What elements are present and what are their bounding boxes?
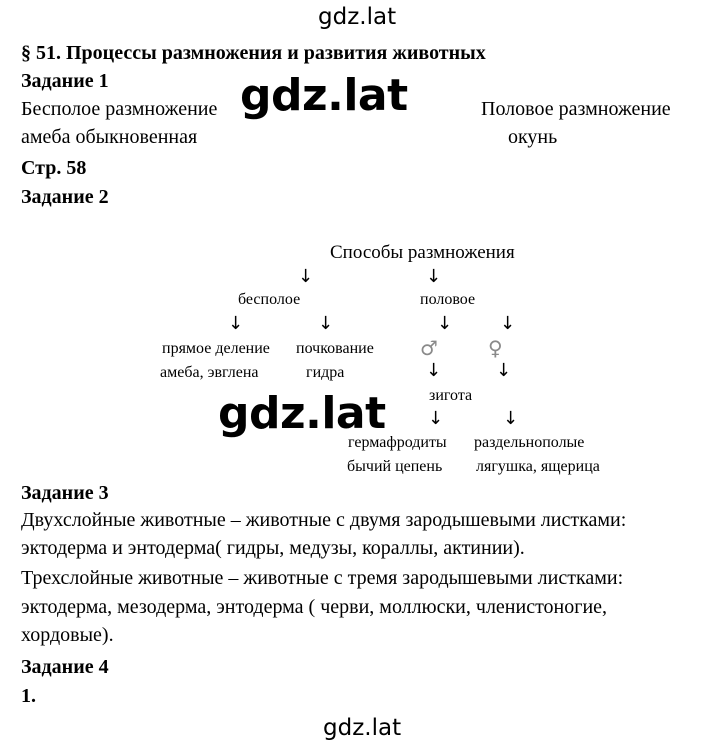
- task3-heading: Задание 3: [21, 482, 109, 504]
- task4-item-number: 1.: [21, 685, 36, 707]
- arrow-down-icon: ↓: [426, 266, 442, 287]
- asexual-example: амеба обыкновенная: [21, 126, 198, 148]
- sexual-example: окунь: [508, 126, 558, 148]
- arrow-down-icon: ↓: [318, 313, 334, 334]
- task4-heading: Задание 4: [21, 656, 109, 678]
- sexual-label: Половое размножение: [481, 98, 671, 120]
- diagram-asexual: бесполое: [238, 291, 301, 308]
- section-title: § 51. Процессы размножения и развития животных: [21, 42, 486, 64]
- diagram-direct-division: прямое деление: [162, 340, 270, 357]
- arrow-down-icon: ↓: [228, 313, 244, 334]
- task2-heading: Задание 2: [21, 186, 109, 208]
- diagram-root: Способы размножения: [330, 242, 515, 263]
- watermark-top: gdz.lat: [318, 4, 397, 30]
- task1-heading: Задание 1: [21, 70, 109, 92]
- diagram-sexual: половое: [420, 291, 476, 308]
- task3-line: эктодерма, мезодерма, энтодерма ( черви, моллюски, членистоногие,: [21, 596, 608, 618]
- asexual-label: Бесполое размножение: [21, 98, 218, 120]
- diagram-budding-examples: гидра: [306, 364, 345, 381]
- arrow-down-icon: ↓: [437, 313, 453, 334]
- watermark-bottom: gdz.lat: [323, 715, 402, 741]
- diagram-direct-division-examples: амеба, эвглена: [160, 364, 259, 381]
- arrow-down-icon: ↓: [426, 360, 442, 381]
- arrow-down-icon: ↓: [428, 408, 444, 429]
- diagram-hermaphrodites-examples: бычий цепень: [347, 458, 443, 475]
- task3-line: хордовые).: [21, 624, 114, 646]
- male-symbol-icon: ♂: [420, 336, 438, 360]
- diagram-dioecious: раздельнополые: [474, 434, 585, 451]
- female-symbol-icon: ♀: [488, 336, 503, 360]
- arrow-down-icon: ↓: [500, 313, 516, 334]
- diagram-zygote: зигота: [429, 387, 473, 404]
- diagram-budding: почкование: [296, 340, 374, 357]
- arrow-down-icon: ↓: [496, 360, 512, 381]
- watermark-big-lower: gdz.lat: [218, 388, 386, 439]
- watermark-big-upper: gdz.lat: [240, 70, 408, 121]
- task3-line: Трехслойные животные – животные с тремя зародышевыми листками:: [21, 567, 624, 589]
- arrow-down-icon: ↓: [503, 408, 519, 429]
- arrow-down-icon: ↓: [298, 266, 314, 287]
- diagram-dioecious-examples: лягушка, ящерица: [476, 458, 600, 475]
- page-reference: Стр. 58: [21, 157, 87, 179]
- diagram-hermaphrodites: гермафродиты: [348, 434, 447, 451]
- task3-line: эктодерма и энтодерма( гидры, медузы, кораллы, актинии).: [21, 537, 525, 559]
- task3-line: Двухслойные животные – животные с двумя зародышевыми листками:: [21, 509, 627, 531]
